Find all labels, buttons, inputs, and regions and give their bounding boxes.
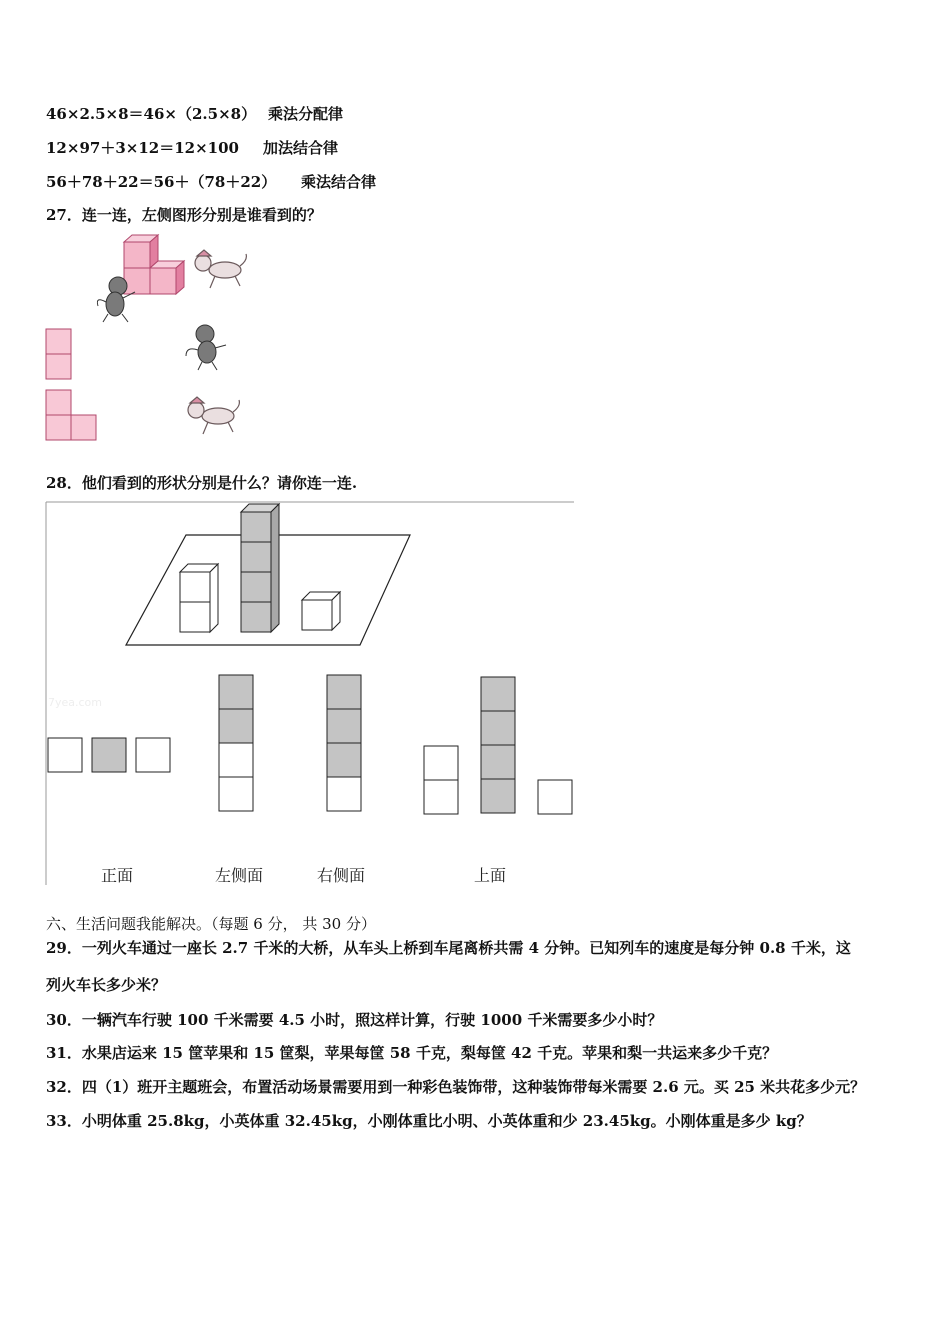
question-28: 28．他们看到的形状分别是什么？请你连一连.: [46, 474, 358, 492]
view-option-front: [424, 677, 572, 814]
stack-right: [302, 592, 340, 630]
label-front: 正面: [101, 866, 134, 885]
monkey-icon: [186, 325, 226, 370]
question-30: 30．一辆汽车行驶 100 千米需要 4.5 小时，照这样计算，行驶 1000 千米需要多少小时？: [46, 1011, 663, 1029]
section-6-title: 六、生活问题我能解决。（每题 6 分， 共 30 分）: [46, 915, 376, 933]
view-option-column-b: [327, 675, 361, 811]
law-equation-1: 46×2.5×8＝46×（2.5×8）: [46, 105, 257, 123]
question-31: 31．水果店运来 15 筐苹果和 15 筐梨，苹果每筐 58 千克，梨每筐 42 千克。苹果和梨一共运来多少千克？: [46, 1044, 778, 1062]
stack-left: [180, 564, 218, 632]
dog-icon: [195, 250, 246, 288]
stack-middle: [241, 504, 279, 632]
law-equation-2: 12×97＋3×12＝12×100: [46, 139, 239, 157]
q27-figure: [40, 230, 260, 445]
question-33: 33．小明体重 25.8kg，小英体重 32.45kg，小刚体重比小明、小英体重和少 23.45kg。小刚体重是多少 kg？: [46, 1112, 812, 1130]
label-top: 上面: [474, 866, 507, 885]
law-name-3: 乘法结合律: [301, 173, 377, 191]
law-name-2: 加法结合律: [263, 139, 339, 157]
pink-view-l-shape: [46, 390, 96, 440]
q28-figure: [44, 500, 579, 890]
dog-icon: [188, 397, 239, 434]
view-option-row: [48, 738, 170, 772]
question-27: 27．连一连，左侧图形分别是谁看到的？: [46, 206, 322, 224]
watermark: 7yea.com: [48, 696, 103, 709]
law-name-1: 乘法分配律: [268, 105, 344, 123]
label-right-side: 右侧面: [317, 866, 366, 885]
question-32: 32．四（1）班开主题班会，布置活动场景需要用到一种彩色装饰带，这种装饰带每米需要 2.6 元。买 25 米共花多少元？: [46, 1078, 866, 1096]
label-left-side: 左侧面: [215, 866, 264, 885]
view-option-column-a: [219, 675, 253, 811]
question-29-line1: 29．一列火车通过一座长 2.7 千米的大桥，从车头上桥到车尾离桥共需 4 分钟。已知列车的速度是每分钟 0.8 千米，这: [46, 939, 851, 957]
question-29-line2: 列火车长多少米？: [46, 976, 167, 994]
pink-view-column: [46, 329, 71, 379]
law-equation-3: 56＋78＋22＝56＋（78＋22）: [46, 173, 277, 191]
pink-3d-blocks: [124, 235, 184, 294]
